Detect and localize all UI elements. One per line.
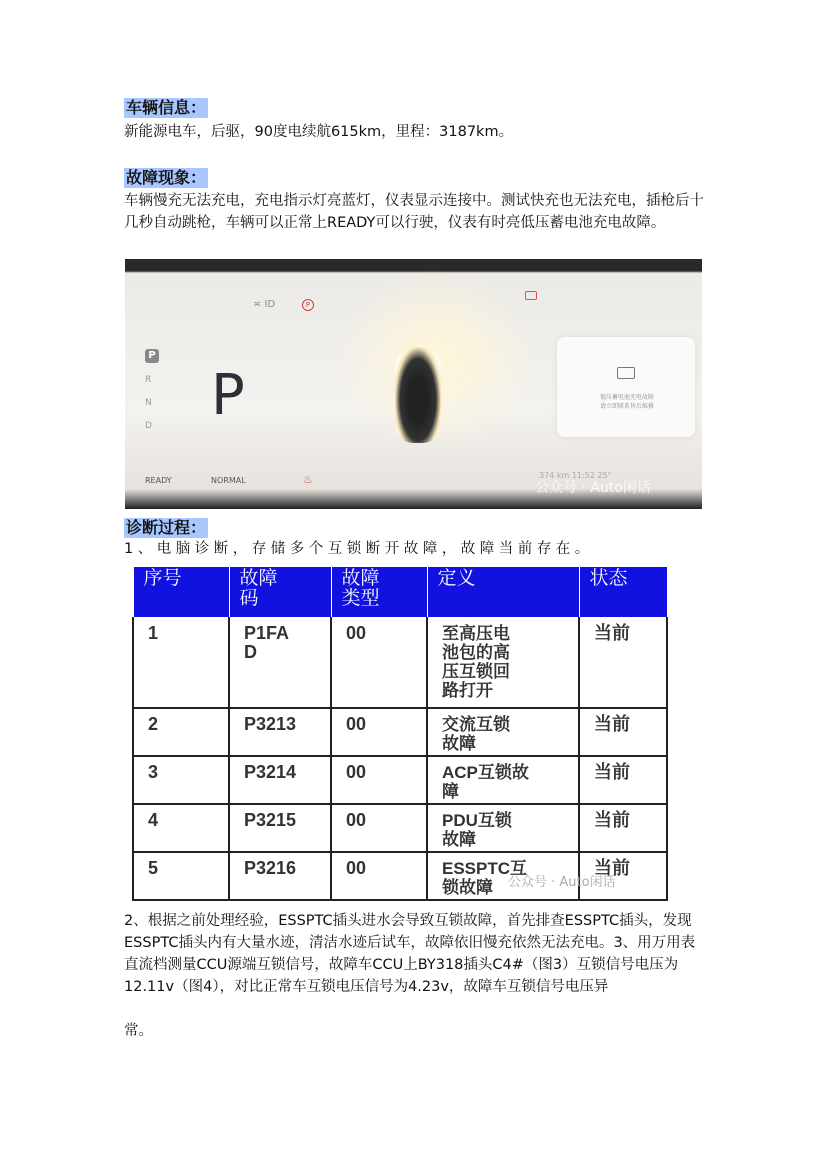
cell-definition xyxy=(427,618,579,708)
diagnosis-heading: 诊断过程： xyxy=(126,518,207,537)
diagnosis-step2: 2、根据之前处理经验，ESSPTC插头进水会导致互锁故障，首先排查ESSPTC插头，发现ESSPTC插头内有大量水迹，清洁水迹后试车，故障依旧慢充依然无法充电。3、用万用表直流档测量CCU源端互锁信号，故障车CCU上BY318插头C4#（图3）互锁信号电压为12.11v（图4），对比正常车互锁电压信号为4.23v，故障车互锁信号电压异 xyxy=(124,913,696,995)
gear-n-indicator: N xyxy=(145,398,152,408)
header-line: 故障 xyxy=(239,568,278,589)
cell-no: 2 xyxy=(133,708,229,756)
flame-icon: ♨ xyxy=(303,473,313,486)
gear-d-indicator: D xyxy=(145,421,152,431)
table-header-row xyxy=(133,567,667,618)
cell-code: P3216 xyxy=(229,852,331,900)
header-line: 类型 xyxy=(341,588,380,609)
cell-type: 00 xyxy=(331,618,427,708)
cell-status: 当前 xyxy=(579,708,667,756)
diagnosis-step2-tail: 常。 xyxy=(124,1023,153,1039)
def-line: 交流互锁 xyxy=(442,714,510,734)
warning-card xyxy=(557,337,695,437)
warning-line-1: 低压蓄电池充电故障 xyxy=(599,394,654,401)
table-watermark: 公众号 · Auto闲话 xyxy=(508,875,616,890)
fault-text: 车辆慢充无法充电，充电指示灯亮蓝灯，仪表显示连接中。测试快充也无法充电，插枪后十几秒自动跳枪，车辆可以正常上READY可以行驶，仪表有时亮低压蓄电池充电故障。 xyxy=(124,193,704,231)
low-voltage-battery-icon xyxy=(617,367,635,379)
cell-no: 1 xyxy=(133,618,229,708)
code-line: D xyxy=(244,642,257,662)
def-line: 障 xyxy=(442,781,459,801)
def-line: 路打开 xyxy=(442,681,493,700)
cell-code: P3215 xyxy=(229,804,331,852)
cell-status: 当前 xyxy=(579,852,667,900)
vehicle-info-text: 新能源电车，后驱，90度电续航615km，里程：3187km。 xyxy=(124,124,514,140)
cell-type: 00 xyxy=(331,852,427,900)
header-type xyxy=(331,567,427,618)
table-row xyxy=(133,804,667,852)
cell-definition xyxy=(427,756,579,804)
dashboard-photo xyxy=(125,259,702,509)
def-line: 故障 xyxy=(442,733,476,753)
header-no xyxy=(133,567,229,618)
def-line: 压互锁回 xyxy=(442,662,510,681)
cell-status: 当前 xyxy=(579,756,667,804)
status-bar: 374 km 11:52 25° xyxy=(539,471,612,480)
cell-type: 00 xyxy=(331,756,427,804)
code-line: P1FA xyxy=(244,623,290,643)
fault-code-table xyxy=(132,566,668,901)
warning-message xyxy=(577,393,677,411)
gear-r-indicator: R xyxy=(145,375,152,385)
def-line: 故障 xyxy=(442,829,476,849)
cell-no: 3 xyxy=(133,756,229,804)
cell-code: P3213 xyxy=(229,708,331,756)
cell-definition xyxy=(427,708,579,756)
table-row xyxy=(133,618,667,708)
warning-line-2: 请立即联系售后维修 xyxy=(599,403,654,410)
def-line: ACP互锁故 xyxy=(442,762,529,782)
header-line: 序号 xyxy=(143,568,182,589)
gear-p-indicator: P xyxy=(145,349,159,363)
def-line: 锁故障 xyxy=(442,877,493,897)
table-row xyxy=(133,756,667,804)
header-line: 状态 xyxy=(589,568,628,589)
header-status xyxy=(579,567,667,618)
cell-no: 5 xyxy=(133,852,229,900)
cell-code: P3214 xyxy=(229,756,331,804)
dashboard-watermark: 公众号 · Auto闲话 xyxy=(535,480,651,496)
cell-definition xyxy=(427,804,579,852)
cell-status: 当前 xyxy=(579,804,667,852)
cell-type: 00 xyxy=(331,804,427,852)
current-gear: P xyxy=(211,363,245,428)
cell-type: 00 xyxy=(331,708,427,756)
header-code xyxy=(229,567,331,618)
header-line: 定义 xyxy=(437,568,476,589)
def-line: PDU互锁 xyxy=(442,810,512,830)
header-definition xyxy=(427,567,579,618)
header-line: 故障 xyxy=(341,568,380,589)
vehicle-info-heading: 车辆信息： xyxy=(126,98,207,117)
table-row xyxy=(133,708,667,756)
car-top-view xyxy=(395,347,441,443)
def-line: 池包的高 xyxy=(442,643,510,662)
fault-heading: 故障现象： xyxy=(126,168,207,187)
def-line: ESSPTC互 xyxy=(442,858,528,878)
cell-status: 当前 xyxy=(579,618,667,708)
drive-mode: NORMAL xyxy=(211,476,246,485)
ready-indicator: READY xyxy=(145,476,172,485)
battery-warning-icon xyxy=(525,291,537,300)
parking-brake-icon: P xyxy=(302,299,314,311)
diagnosis-step1: 1、电脑诊断，存储多个互锁断开故障，故障当前存在。 xyxy=(124,541,594,557)
cell-no: 4 xyxy=(133,804,229,852)
cell-code xyxy=(229,618,331,708)
header-line: 码 xyxy=(239,588,259,609)
def-line: 至高压电 xyxy=(442,624,510,643)
lights-indicator: ≍ ID xyxy=(253,299,276,310)
